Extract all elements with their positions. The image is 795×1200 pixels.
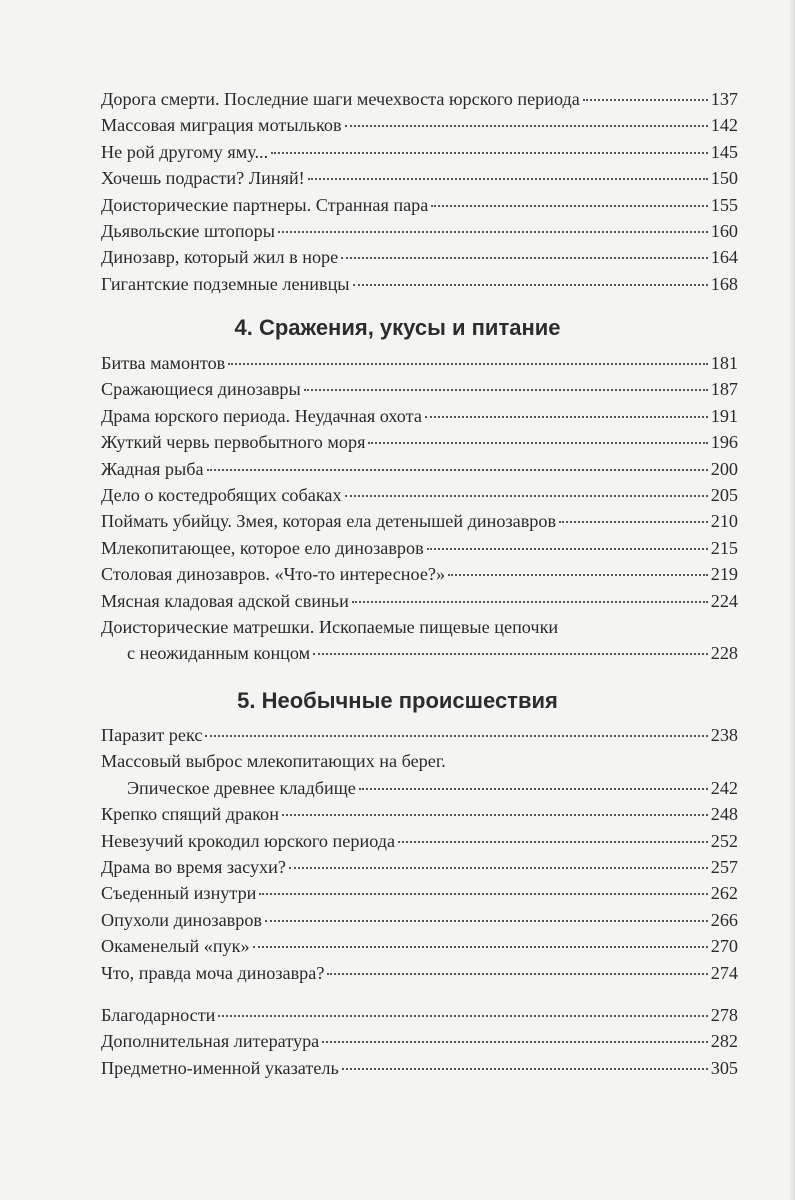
entry-title: Предметно-именной указатель: [101, 1057, 339, 1078]
toc-entry: [101, 1055, 738, 1081]
entry-title: Дополнительная литература: [101, 1031, 320, 1052]
dot-leader: [448, 574, 708, 576]
toc-entry: [101, 535, 738, 561]
toc-entry: [101, 244, 738, 270]
toc-entry: [101, 854, 738, 880]
toc-entry: [101, 614, 738, 667]
dot-leader: [205, 735, 707, 737]
entry-page-number: 137: [710, 89, 738, 109]
entry-title: Дьявольские штопоры: [101, 220, 275, 241]
toc-entry: [101, 376, 738, 402]
entry-page-number: 262: [710, 883, 738, 904]
dot-leader: [327, 973, 707, 975]
dot-leader: [253, 946, 708, 948]
toc-entry: [101, 722, 738, 748]
toc-entry: [101, 456, 738, 482]
entry-title: Доисторические партнеры. Странная пара: [101, 194, 429, 215]
toc-section-chapter-4: [101, 350, 738, 667]
entry-page-number: 238: [710, 725, 738, 745]
entry-page-number: 278: [710, 1005, 738, 1025]
entry-title: Динозавр, который жил в норе: [101, 247, 339, 268]
entry-page-number: 242: [710, 777, 738, 798]
chapter-heading: 4. Сражения, укусы и питание: [234, 315, 561, 340]
entry-page-number: 196: [710, 432, 738, 453]
dot-leader: [207, 469, 708, 471]
entry-page-number: 228: [710, 643, 738, 664]
toc-entry: [101, 86, 738, 112]
entry-title: Съеденный изнутри: [101, 883, 257, 904]
entry-title: Окаменелый «пук»: [101, 936, 250, 957]
entry-title: Массовый выброс млекопитающих на берег.: [101, 751, 446, 772]
dot-leader: [278, 231, 708, 233]
toc-entry: [101, 271, 738, 297]
toc-entry: [101, 1002, 738, 1028]
entry-page-number: 187: [710, 379, 738, 400]
dot-leader: [559, 521, 708, 523]
entry-title: Благодарности: [101, 1005, 216, 1025]
entry-title: Опухоли динозавров: [101, 909, 263, 930]
entry-page-number: 270: [710, 936, 738, 957]
entry-page-number: 150: [710, 168, 738, 189]
entry-page-number: 205: [710, 484, 738, 505]
entry-page-number: 142: [710, 115, 738, 136]
entry-page-number: 191: [710, 405, 738, 426]
dot-leader: [368, 442, 707, 444]
toc-entry: [101, 403, 738, 429]
dot-leader: [218, 1015, 707, 1017]
entry-title: Гигантские подземные ленивцы: [101, 273, 350, 294]
entry-page-number: 200: [710, 458, 738, 479]
toc-entry: [101, 218, 738, 244]
entry-page-number: 160: [710, 220, 738, 241]
entry-page-number: 282: [710, 1031, 738, 1052]
entry-title-continuation: Эпическое древнее кладбище: [127, 777, 356, 798]
toc-entry: [101, 933, 738, 959]
entry-title: Столовая динозавров. «Что-то интересное?»: [101, 564, 446, 585]
dot-leader: [271, 152, 708, 154]
entry-title: Что, правда моча динозавра?: [101, 962, 325, 983]
toc-entry: [101, 880, 738, 906]
entry-title: Поймать убийцу. Змея, которая ела детенышей динозавров: [101, 511, 557, 532]
dot-leader: [345, 125, 708, 127]
entry-page-number: 155: [710, 194, 738, 215]
toc-entry: [101, 588, 738, 614]
entry-title: Паразит рекс: [101, 725, 203, 745]
entry-title: Сражающиеся динозавры: [101, 379, 301, 400]
dot-leader: [342, 1068, 708, 1070]
entry-title: Жуткий червь первобытного моря: [101, 432, 366, 453]
dot-leader: [352, 601, 708, 603]
entry-page-number: 305: [710, 1057, 738, 1078]
entry-title: Невезучий крокодил юрского периода: [101, 830, 396, 851]
entry-page-number: 219: [710, 564, 738, 585]
entry-title: Битва мамонтов: [101, 353, 226, 373]
entry-title-continuation: с неожиданным концом: [127, 643, 311, 664]
toc-entry: [101, 192, 738, 218]
toc-section-back-matter: [101, 1002, 738, 1081]
toc-entry: [101, 165, 738, 191]
dot-leader: [341, 257, 708, 259]
toc-entry: [101, 112, 738, 138]
entry-page-number: 164: [710, 247, 738, 268]
dot-leader: [322, 1041, 707, 1043]
entry-title: Доисторические матрешки. Ископаемые пищевые цепочки: [101, 616, 559, 637]
entry-page-number: 215: [710, 537, 738, 558]
page-edge-shadow: [789, 0, 795, 1200]
toc-entry: [101, 801, 738, 827]
toc-entry: [101, 482, 738, 508]
toc-section-continued: [101, 86, 738, 297]
entry-page-number: 248: [710, 804, 738, 825]
toc-entry: [101, 350, 738, 376]
toc-entry: [101, 960, 738, 986]
entry-title: Драма юрского периода. Неудачная охота: [101, 405, 422, 426]
dot-leader: [228, 363, 707, 365]
entry-title: Мясная кладовая адской свиньи: [101, 590, 349, 611]
entry-title: Массовая миграция мотыльков: [101, 115, 342, 136]
dot-leader: [353, 284, 708, 286]
entry-title: Хочешь подрасти? Линяй!: [101, 168, 305, 189]
entry-title: Дорога смерти. Последние шаги мечехвоста юрского периода: [101, 89, 580, 109]
dot-leader: [282, 814, 708, 816]
entry-page-number: 257: [710, 856, 738, 877]
entry-page-number: 274: [710, 962, 738, 983]
entry-title: Млекопитающее, которое ело динозавров: [101, 537, 424, 558]
entry-title: Крепко спящий дракон: [101, 804, 279, 825]
entry-page-number: 210: [710, 511, 738, 532]
toc-entry: [101, 907, 738, 933]
entry-title: Не рой другому яму...: [101, 141, 269, 162]
toc-entry: [101, 828, 738, 854]
dot-leader: [308, 178, 708, 180]
toc-entry: [101, 748, 738, 801]
dot-leader: [313, 653, 708, 655]
toc-entry: [101, 561, 738, 587]
dot-leader: [427, 548, 708, 550]
entry-page-number: 181: [710, 353, 738, 373]
toc-entry: [101, 429, 738, 455]
toc-entry: [101, 139, 738, 165]
chapter-heading: 5. Необычные происшествия: [237, 688, 558, 713]
dot-leader: [265, 920, 708, 922]
toc-section-chapter-5: [101, 722, 738, 986]
entry-page-number: 168: [710, 273, 738, 294]
dot-leader: [345, 495, 708, 497]
dot-leader: [425, 416, 708, 418]
entry-title: Дело о костедробящих собаках: [101, 484, 342, 505]
entry-page-number: 266: [710, 909, 738, 930]
dot-leader: [259, 893, 707, 895]
dot-leader: [398, 841, 708, 843]
entry-page-number: 252: [710, 830, 738, 851]
toc-entry: [101, 1028, 738, 1054]
dot-leader: [431, 205, 707, 207]
dot-leader: [304, 389, 708, 391]
toc-entry: [101, 508, 738, 534]
dot-leader: [359, 788, 708, 790]
dot-leader: [583, 99, 708, 101]
entry-title: Драма во время засухи?: [101, 856, 286, 877]
entry-page-number: 145: [710, 141, 738, 162]
entry-page-number: 224: [710, 590, 738, 611]
entry-title: Жадная рыба: [101, 458, 204, 479]
dot-leader: [289, 867, 708, 869]
